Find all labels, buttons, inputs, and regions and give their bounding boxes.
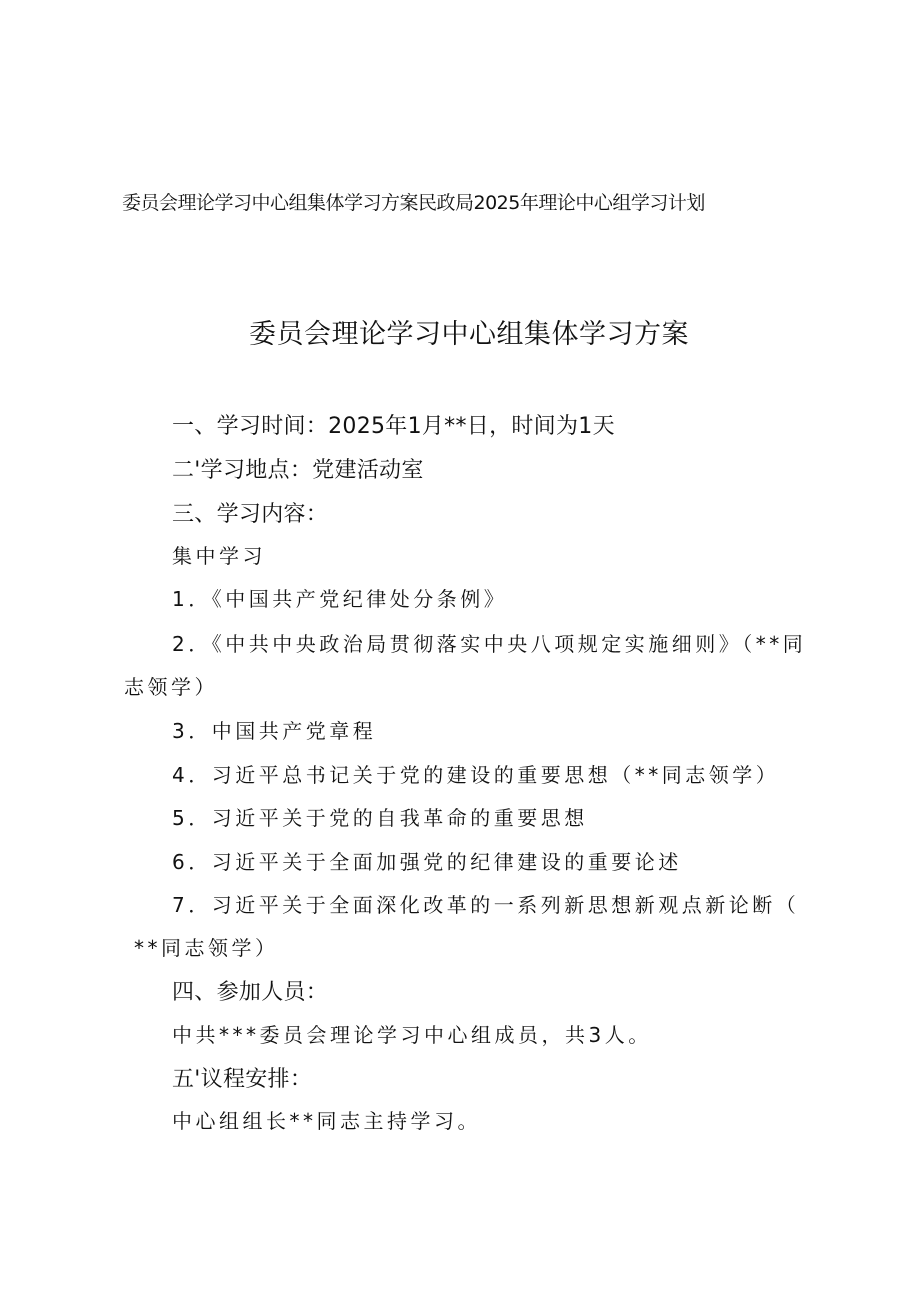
document-header: 委员会理论学习中心组集体学习方案民政局2025年理论中心组学习计划: [122, 192, 705, 214]
section-location: 二'学习地点：党建活动室: [172, 458, 424, 483]
list-item: 1．《中国共产党纪律处分条例》: [172, 587, 508, 611]
list-item-continuation: **同志领学）: [134, 936, 279, 960]
section-agenda-text: 中心组组长**同志主持学习。: [172, 1109, 481, 1133]
document-title: 委员会理论学习中心组集体学习方案: [249, 319, 689, 350]
list-item: 6．习近平关于全面加强党的纪律建设的重要论述: [172, 850, 682, 874]
section-agenda-heading: 五'议程安排：: [172, 1067, 313, 1092]
list-item-continuation: 志领学）: [124, 675, 218, 699]
list-item: 7．习近平关于全面深化改革的一系列新思想新观点新论断（: [172, 893, 800, 917]
list-item: 4．习近平总书记关于党的建设的重要思想（**同志领学）: [172, 763, 780, 787]
section-participants-heading: 四、参加人员：: [172, 980, 329, 1005]
section-participants-text: 中共***委员会理论学习中心组成员，共3人。: [172, 1023, 652, 1047]
section-content-heading: 三、学习内容：: [172, 502, 329, 527]
list-item: 5．习近平关于党的自我革命的重要思想: [172, 806, 588, 830]
list-item: 2．《中共中央政治局贯彻落实中央八项规定实施细则》（**同: [172, 632, 807, 656]
section-time: 一、学习时间：2025年1月**日，时间为1天: [172, 414, 615, 439]
list-item: 3．中国共产党章程: [172, 719, 377, 743]
section-content-subheading: 集中学习: [172, 544, 266, 568]
